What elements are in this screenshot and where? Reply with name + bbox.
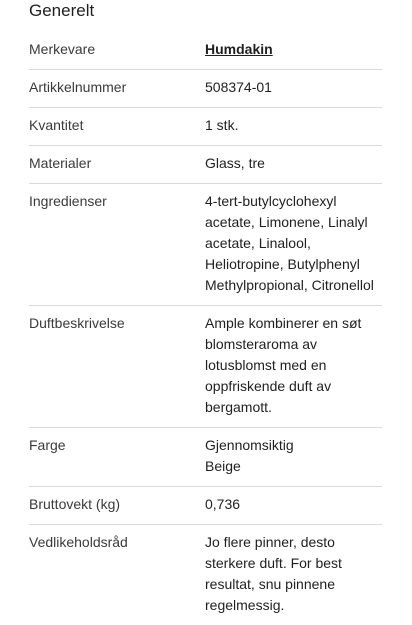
spec-label: Farge bbox=[29, 437, 66, 453]
spec-value: 508374-01 bbox=[205, 79, 272, 95]
spec-row-ingredients bbox=[29, 184, 382, 306]
spec-row-quantity bbox=[29, 108, 382, 146]
spec-label: Bruttovekt (kg) bbox=[29, 496, 121, 512]
spec-value: Ample kombinerer en søt blomsteraroma av lotusblomst med en oppfriskende duft av bergamott. bbox=[205, 315, 362, 415]
spec-value: Glass, tre bbox=[205, 155, 265, 171]
spec-label: Merkevare bbox=[29, 41, 96, 57]
spec-row-gross-weight bbox=[29, 487, 382, 525]
spec-value: 1 stk. bbox=[205, 117, 239, 133]
spec-value: Gjennomsiktig Beige bbox=[205, 437, 294, 474]
spec-label: Kvantitet bbox=[29, 117, 84, 133]
spec-label: Duftbeskrivelse bbox=[29, 315, 125, 331]
spec-row-brand bbox=[29, 32, 382, 70]
spec-label: Vedlikeholdsråd bbox=[29, 534, 128, 550]
spec-value: Jo flere pinner, desto sterkere duft. For best resultat, snu pinnene regelmessig. bbox=[205, 534, 342, 613]
spec-row-article-number bbox=[29, 70, 382, 108]
spec-label: Materialer bbox=[29, 155, 92, 171]
spec-value: 4-tert-butylcyclohexyl acetate, Limonene, Linalyl acetate, Linalool, Heliotropine, Butylphenyl Methylpropional, Citronellol bbox=[205, 193, 374, 293]
spec-row-materials bbox=[29, 146, 382, 184]
spec-row-scent-description bbox=[29, 306, 382, 428]
spec-row-color bbox=[29, 428, 382, 487]
spec-row-care-advice bbox=[29, 525, 382, 625]
spec-value: 0,736 bbox=[205, 496, 241, 512]
specification-list bbox=[29, 32, 382, 625]
spec-label: Artikkelnummer bbox=[29, 79, 127, 95]
spec-label: Ingredienser bbox=[29, 193, 107, 209]
brand-link[interactable]: Humdakin bbox=[205, 41, 273, 57]
section-title: Generelt bbox=[29, 1, 95, 20]
